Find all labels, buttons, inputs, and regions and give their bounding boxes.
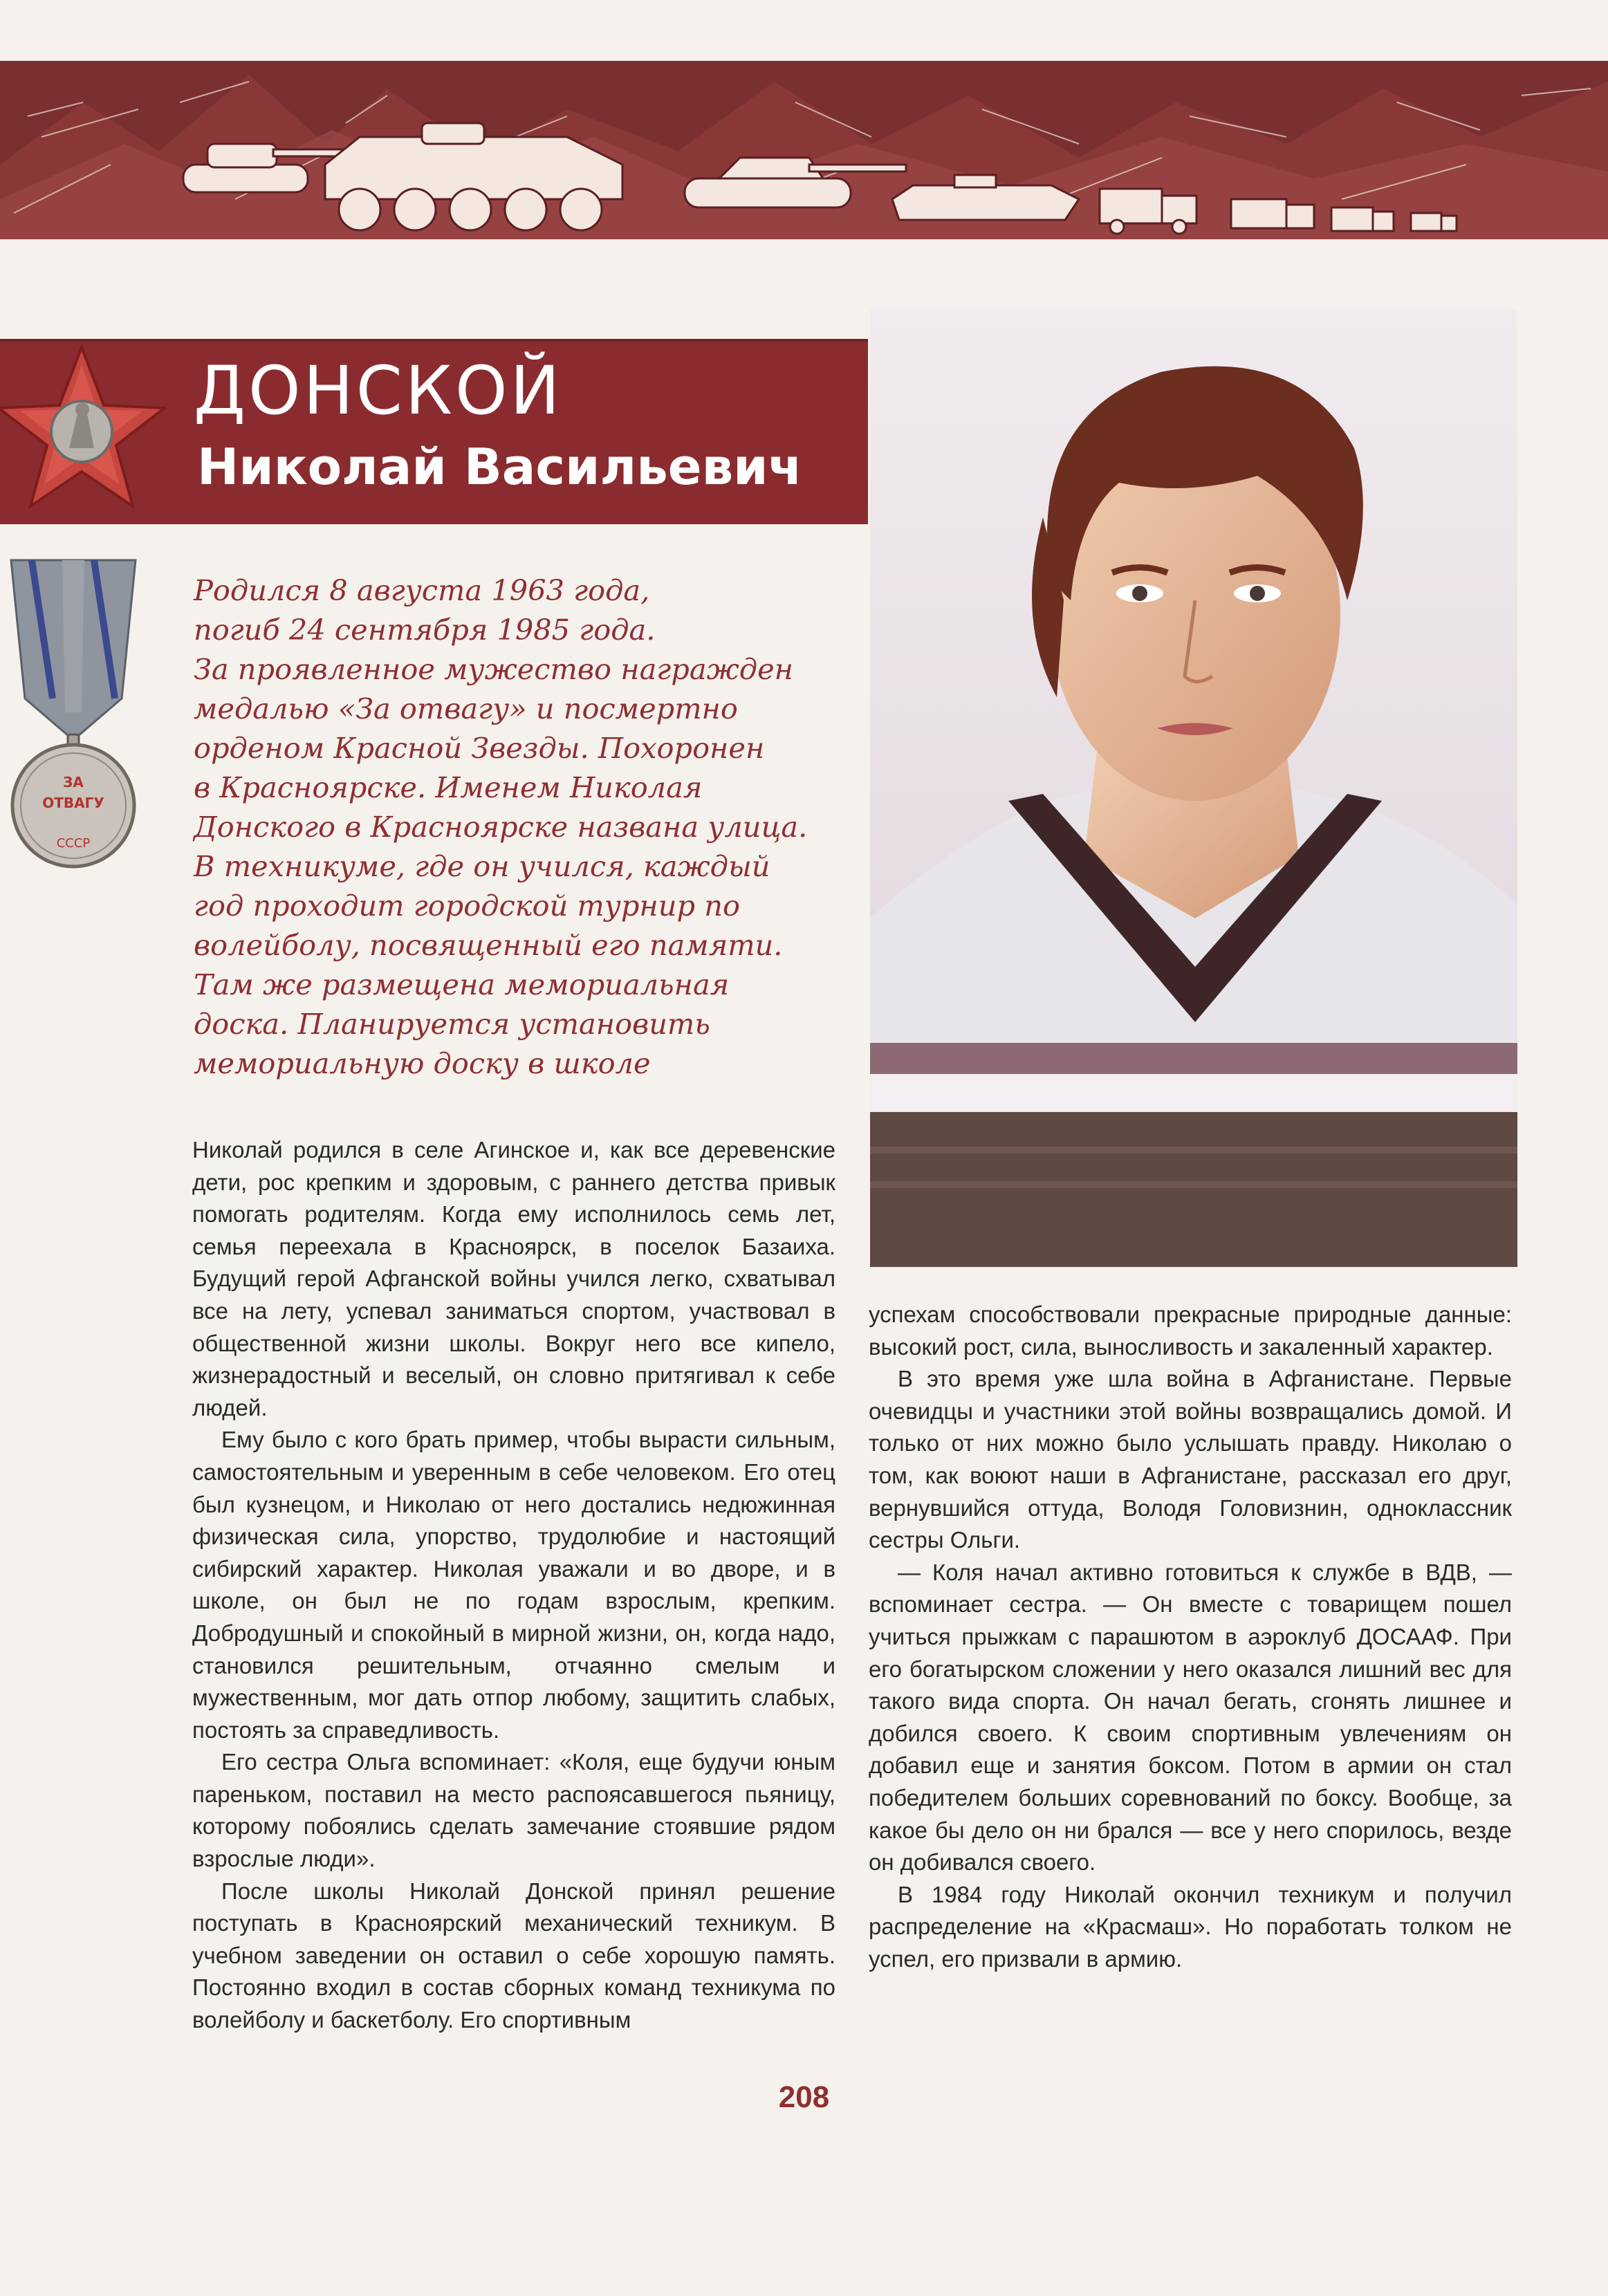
- given-names: Николай Васильевич: [197, 438, 803, 496]
- red-star-order-icon: [0, 344, 166, 517]
- article-paragraph: Ему было с кого брать пример, чтобы вырасти сильным, самостоятельным и уверенным в себе человеком. Его отец был кузнецом, и Николаю от него достались недюжинная физическая сила, упорство, трудолюбие и настоящий сибирский характер. Николая уважали и во дворе, и в школе, он был не по годам взрослым, крепким. Добродушный и спокойный в мирной жизни, он, когда надо, становился решительным, отчаянно смелым и мужественным, мог дать отпор любому, защитить слабых, постоять за справедливость.: [192, 1427, 835, 1743]
- surname: ДОНСКОЙ: [194, 352, 563, 429]
- article-paragraph: — Коля начал активно готовиться к службе в ВДВ, — вспоминает сестра. — Он вместе с товарищем пошел учиться прыжкам с парашютом в аэроклуб ДОСААФ. При его богатырском сложении у него оказался лишний вес для такого вида спорта. Он начал бегать, сгонять лишнее и добился своего. К своим спортивным увлечениям он добавил еще и занятия боксом. Потом в армии он стал победителем больших соревнований по боксу. Вообще, за какое бы дело он ни брался — все у него спорилось, везде он добивался своего.: [869, 1559, 1512, 1876]
- article-paragraph: Николай родился в селе Агинское и, как все деревенские дети, рос крепким и здоровым, с раннего детства привык помогать родителям. Когда ему исполнилось семь лет, семья переехала в Красноярск, в поселок Базаиха. Будущий герой Афганской войны учился легко, схватывал все на лету, успевал заниматься спортом, участвовал в общественной жизни школы. Вокруг него все кипело, жизнерадостный и веселый, он словно притягивал к себе людей.: [192, 1137, 835, 1420]
- medal-for-courage-icon: [4, 553, 142, 878]
- intro-summary: Родился 8 августа 1963 года, погиб 24 сентября 1985 года. За проявленное мужество награжден медалью «За отвагу» и посмертно орденом Красной Звезды. Похоронен в Красноярске. Именем Николая Донского в Красноярске названа улица. В техникуме, где он учился, каждый год проходит городской турнир по волейболу, посвященный его памяти. Там же размещена мемориальная доска. Планируется установить мемориальную доску в школе: [194, 573, 808, 1080]
- article-left-column: [192, 1134, 835, 2037]
- article-paragraph: В это время уже шла война в Афганистане. Первые очевидцы и участники этой войны возвращались домой. И только от них можно было услышать правду. Николаю о том, как воюют наши в Афганистане, рассказал его друг, вернувшийся оттуда, Володя Головизнин, одноклассник сестры Ольги.: [869, 1366, 1512, 1553]
- portrait-illustration: [870, 310, 1517, 1267]
- header-decoration-band: [0, 61, 1608, 239]
- article-paragraph: успехам способствовали прекрасные природные данные: высокий рост, сила, выносливость и закаленный характер.: [869, 1302, 1512, 1360]
- military-vehicles-illustration: [0, 61, 1608, 239]
- medal-inscription-3: СССР: [56, 836, 91, 851]
- medal-inscription-2: ОТВАГУ: [42, 795, 104, 811]
- article-paragraph: Его сестра Ольга вспоминает: «Коля, еще будучи юным пареньком, поставил на место распоясавшегося пьяницу, которому побоялись сделать замечание стоявшие рядом взрослые люди».: [192, 1749, 835, 1872]
- article-paragraph: В 1984 году Николай окончил техникум и получил распределение на «Красмаш». Но поработать толком не успел, его призвали в армию.: [869, 1881, 1512, 1972]
- medal-inscription-1: ЗА: [63, 774, 84, 790]
- portrait-photo: [870, 310, 1517, 1267]
- page-number: 208: [778, 2080, 830, 2114]
- article-paragraph: После школы Николай Донской принял решение поступать в Красноярский механический техникум. В учебном заведении он оставил о себе хорошую память. Постоянно входил в состав сборных команд техникума по волейболу и баскетболу. Его спортивным: [192, 1878, 835, 2033]
- article-right-column: [869, 1299, 1512, 1975]
